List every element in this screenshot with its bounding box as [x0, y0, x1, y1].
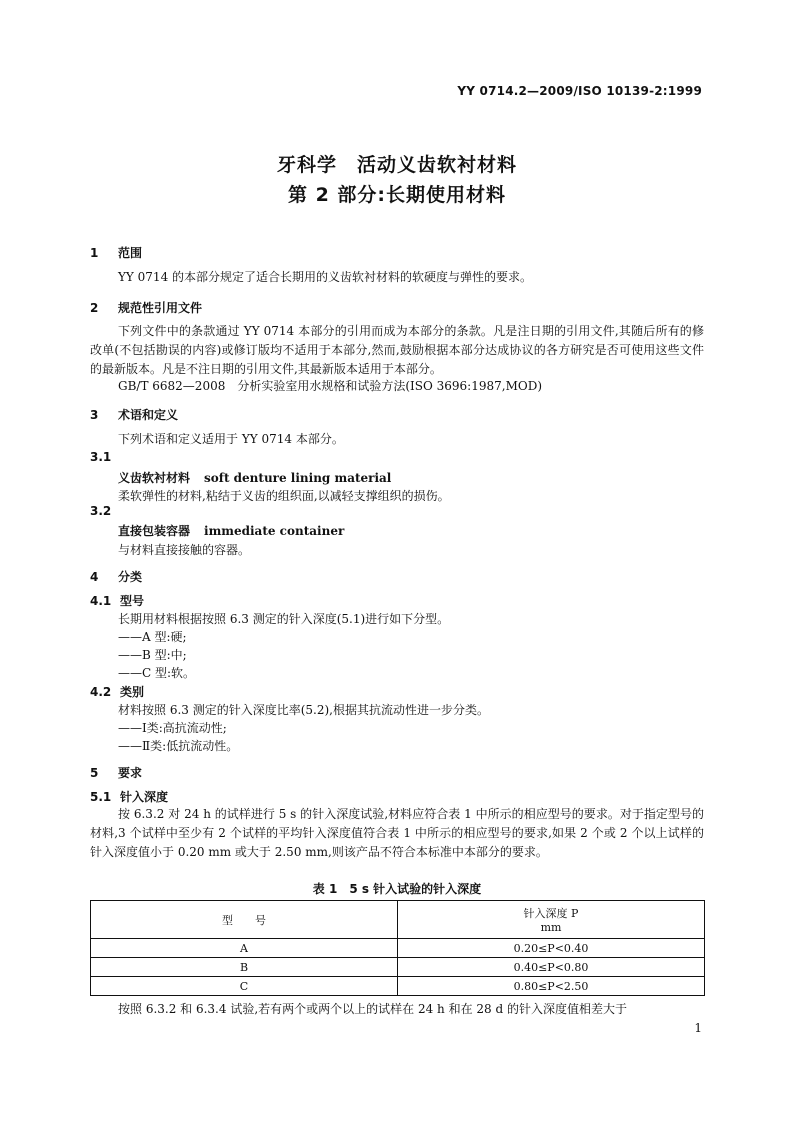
section-number: 2 [90, 301, 99, 315]
column-header-depth-label: 针入深度 P [523, 907, 579, 920]
table-row [91, 958, 705, 977]
section-2-heading [90, 299, 202, 316]
section-3-text: 下列术语和定义适用于 YY 0714 本部分。 [118, 432, 344, 446]
standard-id-header: YY 0714.2—2009/ISO 10139-2:1999 [457, 84, 702, 98]
table-cell-range: 0.80≤P<2.50 [398, 977, 705, 996]
section-title: 术语和定义 [118, 408, 179, 422]
section-number: 4 [90, 570, 99, 584]
term-en: immediate container [204, 524, 345, 538]
column-header-depth [398, 901, 705, 939]
table-header-row [91, 901, 705, 939]
section-number: 3 [90, 408, 99, 422]
column-header-type: 型 号 [91, 901, 398, 939]
section-title: 分类 [118, 570, 143, 584]
section-1-heading [90, 244, 142, 261]
section-4-2-heading [90, 683, 144, 700]
trailing-paragraph: 按照 6.3.2 和 6.3.4 试验,若有两个或两个以上的试样在 24 h 和在 28 d 的针入深度值相差大于 [118, 1002, 627, 1016]
table-row [91, 977, 705, 996]
section-4-heading [90, 568, 142, 585]
document-title-line2: 第 2 部分:长期使用材料 [287, 184, 507, 206]
section-2-text: 下列文件中的条款通过 YY 0714 本部分的引用而成为本部分的条款。凡是注日期的引用文件,其随后所有的修改单(不包括勘误的内容)或修订版均不适用于本部分,然而,鼓励根据本部分达成协议的各方研究是否可使用这些文件的最新版本。凡是不注日期的引用文件,其最新版本适用于本部分。 [90, 324, 704, 376]
column-header-depth-unit: mm [540, 921, 562, 934]
section-number: 1 [90, 246, 99, 260]
list-item: ——Ⅰ类:高抗流动性; [118, 721, 227, 735]
subsection-title: 针入深度 [120, 790, 169, 804]
term-zh: 义齿软衬材料 [118, 471, 191, 485]
list-item: ——A 型:硬; [118, 630, 187, 644]
list-item: ——C 型:软。 [118, 666, 196, 680]
section-number: 5 [90, 766, 99, 780]
section-title: 规范性引用文件 [118, 301, 203, 315]
list-item: ——B 型:中; [118, 648, 187, 662]
term-3-2 [118, 522, 344, 539]
term-3-1 [118, 469, 391, 486]
table-cell-type: A [91, 939, 398, 958]
section-4-1-heading [90, 592, 144, 609]
table-row [91, 939, 705, 958]
table-cell-range: 0.20≤P<0.40 [398, 939, 705, 958]
term-3-2-definition: 与材料直接接触的容器。 [118, 543, 251, 557]
term-zh: 直接包装容器 [118, 524, 191, 538]
section-4-2-text: 材料按照 6.3 测定的针入深度比率(5.2),根据其抗流动性进一步分类。 [118, 703, 489, 717]
subsection-number: 5.1 [90, 790, 112, 804]
section-title: 范围 [118, 246, 143, 260]
list-item: ——Ⅱ类:低抗流动性。 [118, 739, 239, 753]
table-cell-range: 0.40≤P<0.80 [398, 958, 705, 977]
table-cell-type: B [91, 958, 398, 977]
subsection-number: 4.1 [90, 594, 112, 608]
subsection-title: 型号 [120, 594, 145, 608]
document-title-line1: 牙科学 活动义齿软衬材料 [276, 154, 517, 176]
section-5-1-text: 按 6.3.2 对 24 h 的试样进行 5 s 的针入深度试验,材料应符合表 1 中所示的相应型号的要求。对于指定型号的材料,3 个试样中至少有 2 个试样的平均针入深度值符合表 1 中所示的相应型号的要求,如果 2 个或 2 个以上试样的针入深度值小于 0.20 mm 或大于 2.50 mm,则该产品不符合本标准中本部分的要求。 [90, 807, 704, 859]
section-5-1-heading [90, 788, 168, 805]
subsection-title: 类别 [120, 685, 145, 699]
section-title: 要求 [118, 766, 143, 780]
section-3-heading [90, 406, 178, 423]
table-1 [90, 900, 705, 996]
page-number: 1 [694, 1021, 702, 1035]
section-4-1-text: 长期用材料根据按照 6.3 测定的针入深度(5.1)进行如下分型。 [118, 612, 450, 626]
term-3-2-number: 3.2 [90, 504, 112, 518]
table-cell-type: C [91, 977, 398, 996]
term-3-1-definition: 柔软弹性的材料,粘结于义齿的组织面,以减轻支撑组织的损伤。 [118, 489, 450, 503]
normative-reference: GB/T 6682—2008 分析实验室用水规格和试验方法(ISO 3696:1987,MOD) [118, 379, 543, 393]
table-1-caption: 表 1 5 s 针入试验的针入深度 [312, 882, 482, 896]
section-1-text: YY 0714 的本部分规定了适合长期用的义齿软衬材料的软硬度与弹性的要求。 [118, 270, 533, 284]
term-3-1-number: 3.1 [90, 450, 112, 464]
subsection-number: 4.2 [90, 685, 112, 699]
section-5-heading [90, 764, 142, 781]
term-en: soft denture lining material [204, 471, 392, 485]
